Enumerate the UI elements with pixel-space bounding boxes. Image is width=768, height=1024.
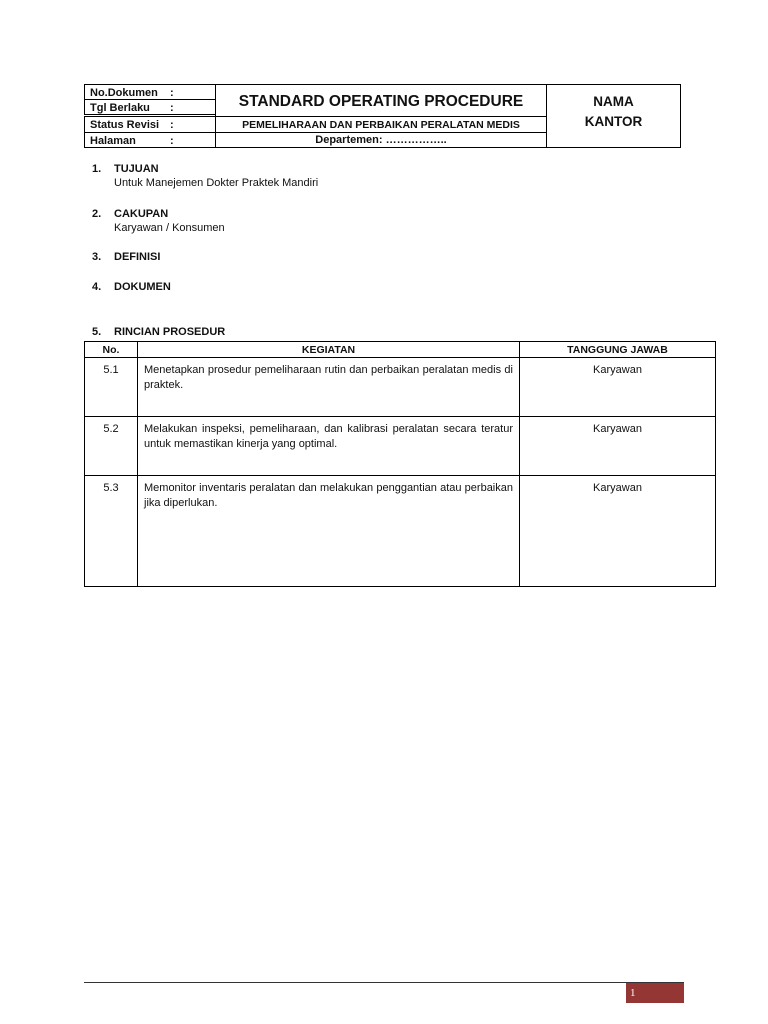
row-responsible: Karyawan bbox=[520, 417, 716, 476]
meta-label: Status Revisi bbox=[90, 119, 160, 131]
column-header-tanggung-jawab: TANGGUNG JAWAB bbox=[520, 342, 716, 358]
meta-label: No.Dokumen bbox=[90, 87, 158, 99]
document-subtitle: PEMELIHARAAN DAN PERBAIKAN PERALATAN MEDIS bbox=[215, 116, 547, 133]
section-tujuan: 1. TUJUAN Untuk Manejemen Dokter Praktek Mandiri bbox=[92, 163, 319, 189]
section-title: CAKUPAN bbox=[114, 208, 169, 220]
meta-status-revisi: Status Revisi : bbox=[84, 116, 216, 133]
row-responsible: Karyawan bbox=[520, 358, 716, 417]
table-row bbox=[85, 358, 716, 417]
column-header-kegiatan: KEGIATAN bbox=[138, 342, 520, 358]
row-responsible: Karyawan bbox=[520, 476, 716, 587]
row-activity: Menetapkan prosedur pemeliharaan rutin dan perbaikan peralatan medis di praktek. bbox=[138, 358, 520, 417]
table-row bbox=[85, 476, 716, 587]
sop-header bbox=[84, 84, 681, 148]
row-activity: Melakukan inspeksi, pemeliharaan, dan kalibrasi peralatan secara teratur untuk memastikan kinerja yang optimal. bbox=[138, 417, 520, 476]
row-activity: Memonitor inventaris peralatan dan melakukan penggantian atau perbaikan jika diperlukan. bbox=[138, 476, 520, 587]
section-title: DEFINISI bbox=[114, 251, 161, 263]
department-field: Departemen: …………….. bbox=[215, 132, 547, 148]
row-number: 5.2 bbox=[85, 417, 138, 476]
section-definisi: 3. DEFINISI bbox=[92, 251, 161, 263]
section-cakupan: 2. CAKUPAN Karyawan / Konsumen bbox=[92, 208, 225, 234]
row-number: 5.1 bbox=[85, 358, 138, 417]
table-row bbox=[85, 417, 716, 476]
office-line-1: NAMA bbox=[593, 94, 634, 109]
table-header-row bbox=[85, 342, 716, 358]
row-number: 5.3 bbox=[85, 476, 138, 587]
meta-tgl-berlaku: Tgl Berlaku : bbox=[84, 99, 216, 115]
document-title: STANDARD OPERATING PROCEDURE bbox=[215, 84, 547, 117]
section-title: DOKUMEN bbox=[114, 281, 171, 293]
section-dokumen: 4. DOKUMEN bbox=[92, 281, 171, 293]
section-rincian-prosedur: 5. RINCIAN PROSEDUR bbox=[92, 326, 226, 338]
meta-halaman: Halaman : bbox=[84, 132, 216, 148]
page-number-badge: 1 bbox=[626, 983, 684, 1003]
footer-divider bbox=[84, 982, 684, 983]
meta-no-dokumen: No.Dokumen : bbox=[84, 84, 216, 100]
section-body: Karyawan / Konsumen bbox=[114, 222, 225, 234]
section-title: TUJUAN bbox=[114, 163, 159, 175]
column-header-no: No. bbox=[85, 342, 138, 358]
meta-label: Tgl Berlaku bbox=[90, 102, 150, 114]
procedure-table bbox=[84, 341, 716, 587]
office-line-2: KANTOR bbox=[584, 114, 643, 129]
meta-label: Halaman bbox=[90, 135, 136, 147]
section-body: Untuk Manejemen Dokter Praktek Mandiri bbox=[114, 177, 319, 189]
office-name bbox=[546, 84, 681, 148]
section-title: RINCIAN PROSEDUR bbox=[114, 326, 226, 338]
